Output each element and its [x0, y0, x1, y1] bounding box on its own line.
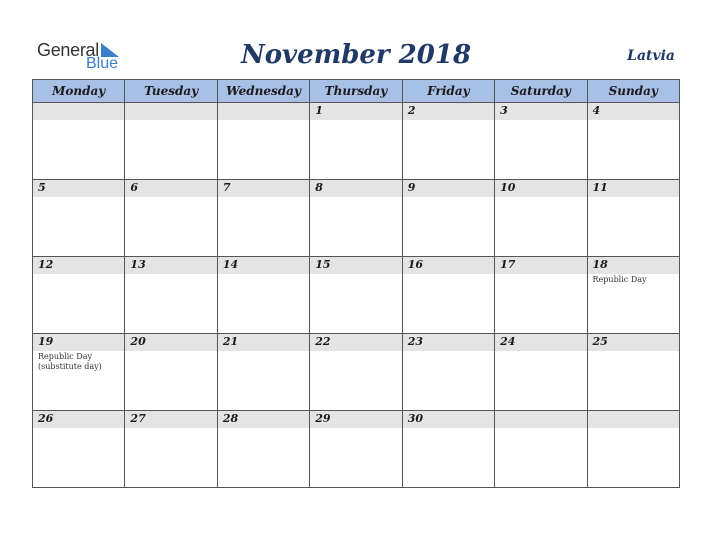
day-cell	[217, 411, 309, 488]
day-number: 25	[592, 335, 608, 348]
day-cell	[310, 411, 402, 488]
day-number: 7	[222, 181, 231, 194]
day-number: 22	[315, 335, 331, 348]
day-cell	[33, 180, 125, 257]
holiday-label: Republic Day (substitute day)	[38, 352, 102, 371]
day-cell	[587, 103, 679, 180]
day-number-strip	[495, 257, 586, 274]
day-number: 12	[38, 258, 54, 271]
day-number: 5	[38, 181, 46, 194]
day-number-strip	[310, 411, 401, 428]
day-number-strip	[33, 411, 124, 428]
day-cell	[217, 103, 309, 180]
day-number-strip	[495, 103, 586, 120]
day-number-strip	[218, 103, 309, 120]
week-row	[33, 180, 680, 257]
day-number-strip	[403, 180, 494, 197]
day-number: 23	[407, 335, 423, 348]
weekday-header: Thursday	[310, 80, 402, 103]
day-cell	[33, 334, 125, 411]
country-label: Latvia	[627, 48, 675, 64]
day-number: 11	[592, 181, 608, 194]
day-cell	[217, 257, 309, 334]
day-number: 21	[222, 335, 239, 348]
day-cell	[125, 180, 217, 257]
day-number-strip	[403, 411, 494, 428]
day-number-strip	[403, 334, 494, 351]
day-number-strip	[310, 103, 401, 120]
day-number: 2	[407, 104, 416, 117]
weekday-header: Saturday	[495, 80, 587, 103]
day-cell	[402, 257, 494, 334]
day-number: 10	[500, 181, 516, 194]
day-number-strip	[218, 411, 309, 428]
day-number-strip	[495, 180, 586, 197]
day-number: 1	[315, 104, 323, 117]
day-cell	[33, 103, 125, 180]
day-cell	[33, 411, 125, 488]
day-cell	[402, 334, 494, 411]
day-number-strip	[588, 411, 679, 428]
day-number-strip	[33, 334, 124, 351]
day-cell	[310, 334, 402, 411]
day-cell	[310, 103, 402, 180]
day-cell	[310, 257, 402, 334]
day-cell	[125, 411, 217, 488]
week-row	[33, 411, 680, 488]
day-number-strip	[218, 180, 309, 197]
weekday-header: Wednesday	[217, 80, 309, 103]
weekday-header: Sunday	[587, 80, 679, 103]
day-number-strip	[125, 180, 216, 197]
day-cell	[217, 180, 309, 257]
day-number-strip	[125, 257, 216, 274]
day-number: 6	[130, 181, 139, 194]
day-number: 26	[38, 412, 54, 425]
day-cell	[495, 411, 587, 488]
holiday-label: Republic Day	[592, 275, 647, 284]
week-row	[33, 334, 680, 411]
day-cell	[402, 103, 494, 180]
day-number: 15	[315, 258, 331, 271]
calendar-grid	[32, 79, 680, 488]
logo-blue-text: Blue	[86, 55, 119, 72]
day-cell	[402, 411, 494, 488]
day-cell	[587, 180, 679, 257]
day-number-strip	[310, 257, 401, 274]
weekday-header: Tuesday	[125, 80, 217, 103]
day-number: 29	[315, 412, 331, 425]
day-cell	[125, 334, 217, 411]
day-number: 17	[500, 258, 516, 271]
day-cell	[402, 180, 494, 257]
weekday-header-row	[33, 80, 680, 103]
day-number-strip	[588, 180, 679, 197]
day-number: 8	[315, 181, 323, 194]
day-number-strip	[403, 103, 494, 120]
day-number: 28	[222, 412, 239, 425]
day-number-strip	[125, 334, 216, 351]
day-cell	[587, 411, 679, 488]
day-number-strip	[588, 103, 679, 120]
day-number-strip	[310, 334, 401, 351]
day-number-strip	[310, 180, 401, 197]
day-number-strip	[33, 103, 124, 120]
logo-general-text: General	[37, 40, 99, 60]
day-number-strip	[495, 411, 586, 428]
day-cell	[495, 257, 587, 334]
day-cell	[587, 334, 679, 411]
day-number: 30	[407, 412, 423, 425]
day-number: 18	[592, 258, 608, 271]
day-number-strip	[403, 257, 494, 274]
day-number: 27	[130, 412, 146, 425]
day-cell	[217, 334, 309, 411]
day-number-strip	[125, 411, 216, 428]
weekday-header: Monday	[33, 80, 125, 103]
day-cell	[587, 257, 679, 334]
day-number: 20	[130, 335, 146, 348]
day-number-strip	[495, 334, 586, 351]
day-cell	[33, 257, 125, 334]
day-number-strip	[588, 257, 679, 274]
day-cell	[495, 334, 587, 411]
day-number: 19	[38, 335, 54, 348]
day-cell	[495, 103, 587, 180]
day-number-strip	[218, 257, 309, 274]
weekday-header: Friday	[402, 80, 494, 103]
day-number: 14	[222, 258, 239, 271]
calendar-body	[33, 103, 680, 488]
day-number: 24	[500, 335, 516, 348]
day-number: 16	[407, 258, 423, 271]
day-cell	[495, 180, 587, 257]
day-number: 3	[500, 104, 508, 117]
day-number: 9	[407, 181, 416, 194]
day-number-strip	[588, 334, 679, 351]
day-number-strip	[33, 180, 124, 197]
day-number-strip	[33, 257, 124, 274]
day-number-strip	[218, 334, 309, 351]
day-number: 13	[130, 258, 146, 271]
week-row	[33, 257, 680, 334]
day-number: 4	[592, 104, 601, 117]
day-cell	[125, 257, 217, 334]
week-row	[33, 103, 680, 180]
page-title: November 2018	[240, 40, 472, 70]
day-number-strip	[125, 103, 216, 120]
day-cell	[310, 180, 402, 257]
day-cell	[125, 103, 217, 180]
